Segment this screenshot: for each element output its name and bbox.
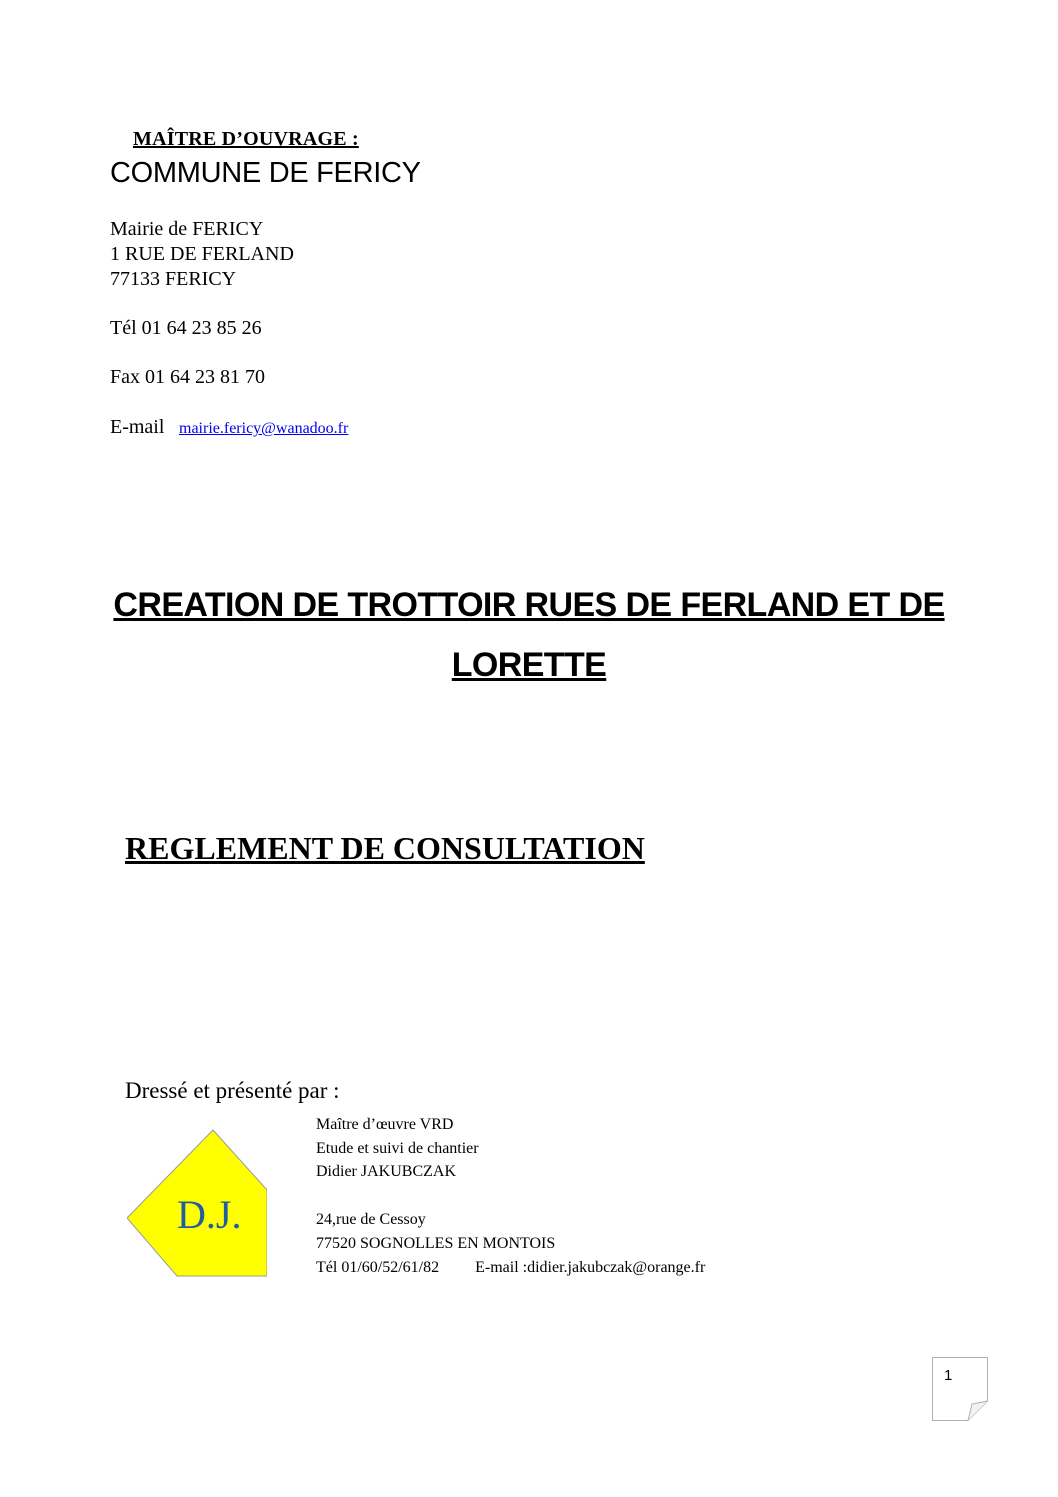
author-service: Etude et suivi de chantier (316, 1140, 479, 1157)
document-type: REGLEMENT DE CONSULTATION (125, 830, 645, 866)
project-title-line-2: LORETTE (451, 646, 607, 684)
author-role: Maître d’œuvre VRD (316, 1116, 454, 1133)
page-number-frame (932, 1357, 988, 1421)
prepared-by-label: Dressé et présenté par : (125, 1078, 340, 1103)
author-name: Didier JAKUBCZAK (316, 1163, 456, 1180)
owner-fax: Fax 01 64 23 81 70 (110, 366, 265, 388)
commune-name: COMMUNE DE FERICY (110, 157, 421, 189)
address-line-street: 1 RUE DE FERLAND (110, 243, 294, 265)
project-title-line-1: CREATION DE TROTTOIR RUES DE FERLAND ET DE (113, 586, 945, 624)
author-email: E-mail :didier.jakubczak@orange.fr (475, 1259, 706, 1276)
dj-logo-text: D.J. (177, 1192, 242, 1237)
author-city: 77520 SOGNOLLES EN MONTOIS (316, 1235, 556, 1252)
project-title (0, 575, 1058, 695)
author-phone: Tél 01/60/52/61/82 (316, 1259, 440, 1276)
owner-heading: MAÎTRE D’OUVRAGE : (133, 128, 359, 150)
owner-phone: Tél 01 64 23 85 26 (110, 317, 262, 339)
owner-email-label: E-mail (110, 416, 165, 438)
author-contact-line (316, 1257, 705, 1279)
author-street: 24,rue de Cessoy (316, 1211, 426, 1228)
address-line-city: 77133 FERICY (110, 268, 237, 290)
dj-logo (127, 1128, 267, 1278)
owner-email-link[interactable]: mairie.fericy@wanadoo.fr (179, 420, 349, 437)
address-line-town-hall: Mairie de FERICY (110, 218, 264, 240)
page-number: 1 (944, 1367, 953, 1384)
